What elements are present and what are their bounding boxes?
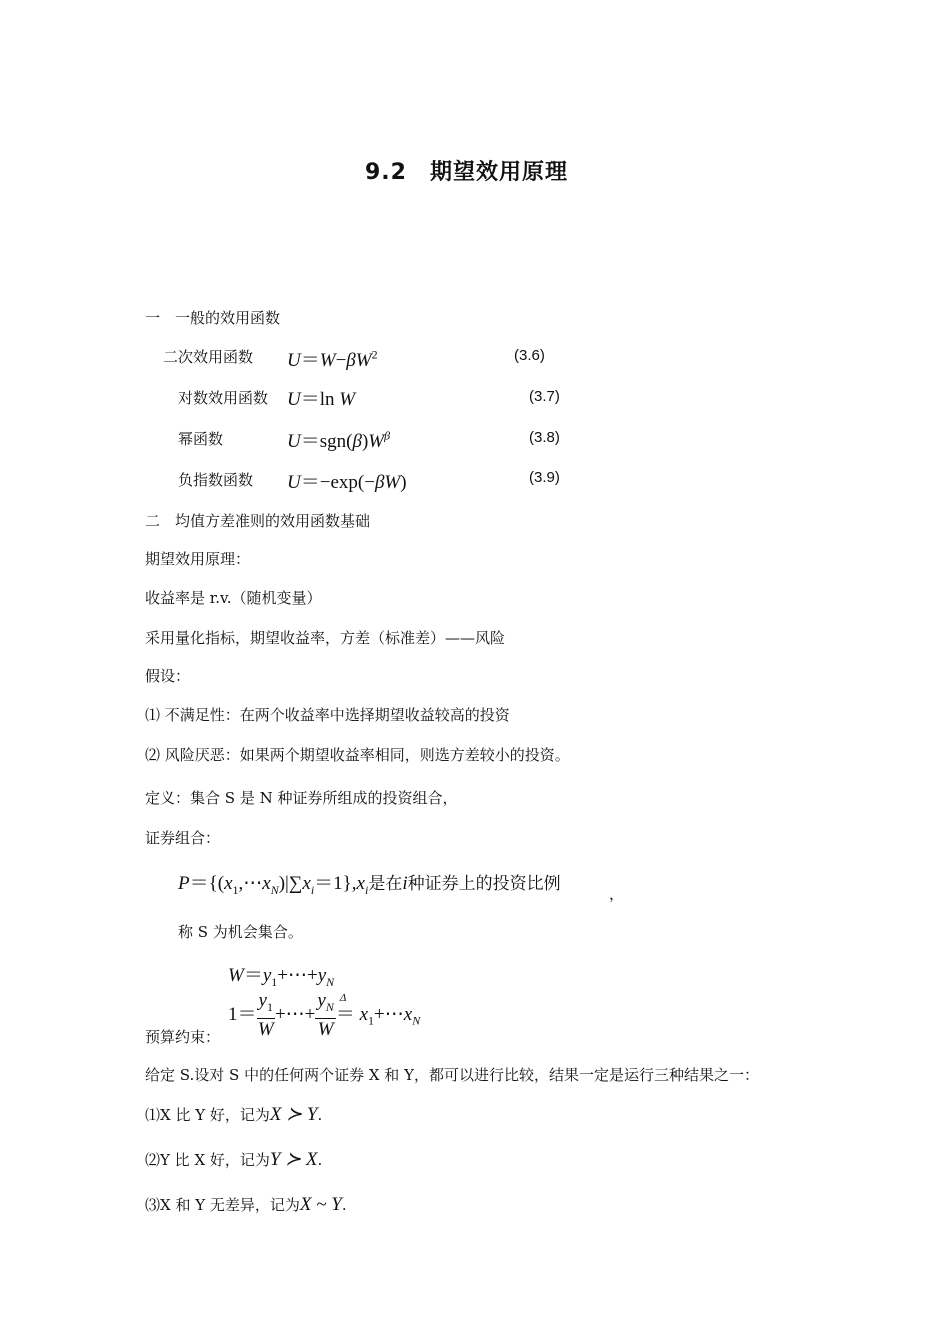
compare-item-3 — [145, 1194, 347, 1216]
formula-x-preferred: X ≻ Y — [269, 1104, 318, 1125]
compare-end: . — [317, 1151, 323, 1169]
text-line: 证券组合： — [145, 829, 221, 847]
equation-number-3-6: (3.6) — [514, 347, 545, 364]
portfolio-suffix: ， — [609, 885, 625, 903]
formula-y-preferred: Y ≻ X — [269, 1149, 318, 1170]
section-heading-1: 一 一般的效用函数 — [145, 309, 281, 327]
opportunity-set-text: 称 S 为机会集合。 — [178, 923, 303, 941]
equation-number-3-8: (3.8) — [529, 429, 560, 446]
compare-text: ⑴X 比 Y 好，记为 — [145, 1106, 270, 1124]
formula-wealth: $W=y_1+\cdots+y_N$ — [228, 965, 335, 989]
text-line: ⑴ 不满足性：在两个收益率中选择期望收益较高的投资 — [145, 706, 510, 724]
text-line: 假设： — [145, 667, 191, 685]
compare-item-2 — [145, 1148, 322, 1171]
utility-label-log: 对数效用函数 — [178, 389, 269, 407]
compare-intro: 给定 S.设对 S 中的任何两个证券 X 和 Y，都可以进行比较，结果一定是运行三种结果之一： — [145, 1066, 759, 1084]
compare-end: . — [317, 1106, 323, 1124]
section-heading-2: 二 均值方差准则的效用函数基础 — [145, 512, 371, 530]
utility-label-exp: 负指数函数 — [178, 471, 254, 489]
equation-number-3-9: (3.9) — [529, 469, 560, 486]
formula-quadratic: $U=W-\beta W^2$ — [287, 347, 378, 371]
budget-label: 预算约束： — [145, 1028, 221, 1046]
formula-indifferent: X ~ Y — [299, 1194, 342, 1215]
equation-number-3-7: (3.7) — [529, 388, 560, 405]
compare-item-1 — [145, 1103, 322, 1126]
text-line: 收益率是 r.v.（随机变量） — [145, 589, 322, 607]
text-line: ⑵ 风险厌恶：如果两个期望收益率相同，则选方差较小的投资。 — [145, 746, 570, 764]
utility-label-power: 幂函数 — [178, 430, 224, 448]
text-line: 定义：集合 S 是 N 种证券所组成的投资组合， — [145, 789, 458, 807]
utility-label-quadratic: 二次效用函数 — [163, 348, 254, 366]
page-title: 9.2 期望效用原理 — [365, 160, 568, 185]
compare-end: . — [341, 1196, 347, 1214]
formula-power: $U=sgn(\beta)W^\beta$ — [287, 428, 391, 452]
text-line: 采用量化指标，期望收益率，方差（标准差）——风险 — [145, 629, 506, 647]
compare-text: ⑵Y 比 X 好，记为 — [145, 1151, 270, 1169]
formula-portfolio: $P=\{(x_1,\cdots x_N)|\sum x_i=1\},x_i$是在i种证券上的投资比例 — [178, 873, 561, 897]
formula-exp: U＝−exp(−βW) — [287, 472, 407, 493]
text-line: 期望效用原理： — [145, 550, 251, 568]
formula-log: U＝ln W — [287, 389, 356, 410]
compare-text: ⑶X 和 Y 无差异，记为 — [145, 1196, 300, 1214]
formula-budget: 1＝ $\frac{y_1}{W}$ +⋯+ $\frac{y_N}{W}$ Δ ＝ $x_1+\cdots x_N$ — [228, 990, 421, 1040]
